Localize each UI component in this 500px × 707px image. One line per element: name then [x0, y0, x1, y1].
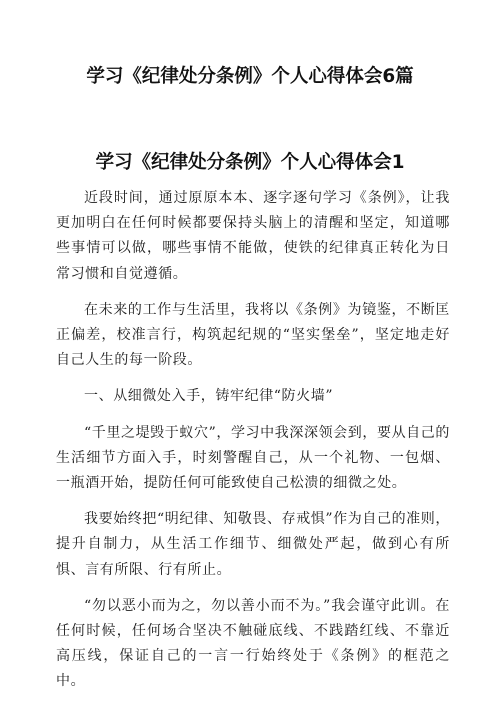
section-title: 学习《纪律处分条例》个人心得体会1: [95, 152, 405, 173]
body-text: [56, 186, 450, 706]
document-title: 学习《纪律处分条例》个人心得体会6篇: [86, 66, 414, 87]
paragraph: 近段时间，通过原原本本、逐字逐句学习《条例》，让我更加明白在任何时候都要保持头脑上的清醒和坚定，知道哪些事情可以做，哪些事情不能做，使铁的纪律真正转化为日常习惯和自觉遵循。: [56, 190, 450, 282]
paragraph: “千里之堤毁于蚁穴”，学习中我深深领会到，要从自己的生活细节方面入手，时刻警醒自己，从一个礼物、一包烟、一瓶酒开始，提防任何可能致使自己松溃的细微之处。: [56, 424, 450, 492]
paragraph: “勿以恶小而为之，勿以善小而不为。”我会谨守此训。在任何时候，任何场合坚决不触碰底线、不践踏红线、不靠近高压线，保证自己的一言一行始终处于《条例》的框范之中。: [56, 597, 450, 690]
paragraph: 在未来的工作与生活里，我将以《条例》为镜鉴，不断匡正偏差，校准言行，构筑起纪规的“坚实堡垒”，坚定地走好自己人生的每一阶段。: [56, 301, 450, 369]
subheading: 一、从细微处入手，铸牢纪律“防火墙”: [84, 388, 334, 405]
paragraph: 我要始终把“明纪律、知敬畏、存戒惧”作为自己的准则，提升自制力，从生活工作细节、细微处严起，做到心有所惧、言有所限、行有所止。: [56, 511, 450, 578]
